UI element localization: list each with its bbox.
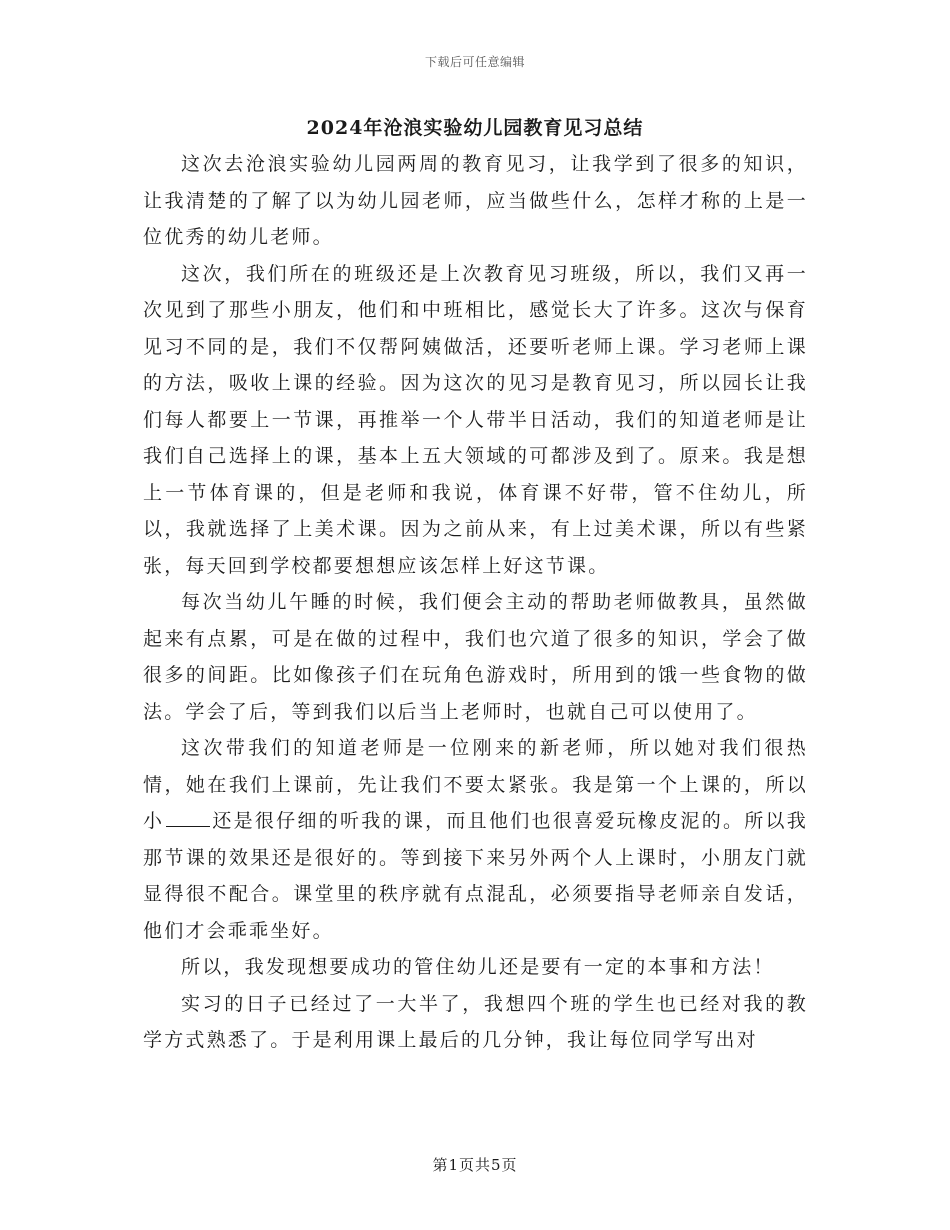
page-footer: 第1页共5页: [432, 1156, 518, 1174]
paragraph-4-before-blank: 这次带我们的知道老师是一位刚来的新老师，所以她对我们很热情，她在我们上课前，先让我们不要太紧张。我是第一个上课的，所以小: [143, 737, 808, 832]
paragraph-6: 实习的日子已经过了一大半了，我想四个班的学生也已经对我的教学方式熟悉了。于是利用课上最后的几分钟，我让每位同学写出对: [143, 992, 808, 1051]
fill-in-blank: [166, 807, 210, 827]
paragraph-1: 这次去沧浪实验幼儿园两周的教育见习，让我学到了很多的知识，让我清楚的了解了以为幼儿园老师，应当做些什么，怎样才称的上是一位优秀的幼儿老师。: [143, 153, 808, 248]
paragraph-5: 所以，我发现想要成功的管住幼儿还是要有一定的本事和方法！: [181, 956, 775, 978]
document-body: [143, 146, 808, 1059]
paragraph-3: 每次当幼儿午睡的时候，我们便会主动的帮助老师做教具，虽然做起来有点累，可是在做的过程中，我们也穴道了很多的知识，学会了做很多的间距。比如像孩子们在玩角色游戏时，所用到的饿一些食物的做法。学会了后，等到我们以后当上老师时，也就自己可以使用了。: [143, 591, 808, 723]
document-title: 2024年沧浪实验幼儿园教育见习总结: [306, 117, 644, 139]
paragraph-4: [143, 730, 808, 949]
header-note: 下载后可任意编辑: [424, 55, 525, 69]
paragraph-2: 这次，我们所在的班级还是上次教育见习班级，所以，我们又再一次见到了那些小朋友，他们和中班相比，感觉长大了许多。这次与保育见习不同的是，我们不仅帮阿姨做活，还要听老师上课。学习老师上课的方法，吸收上课的经验。因为这次的见习是教育见习，所以园长让我们每人都要上一节课，再推举一个人带半日活动，我们的知道老师是让我们自己选择上的课，基本上五大领域的可都涉及到了。原来。我是想上一节体育课的，但是老师和我说，体育课不好带，管不住幼儿，所以，我就选择了上美术课。因为之前从来，有上过美术课，所以有些紧张，每天回到学校都要想想应该怎样上好这节课。: [143, 262, 808, 577]
paragraph-4-after-blank: 还是很仔细的听我的课，而且他们也很喜爱玩橡皮泥的。所以我那节课的效果还是很好的。等到接下来另外两个人上课时，小朋友门就显得很不配合。课堂里的秩序就有点混乱，必须要指导老师亲自发话，他们才会乖乖坐好。: [143, 810, 808, 942]
